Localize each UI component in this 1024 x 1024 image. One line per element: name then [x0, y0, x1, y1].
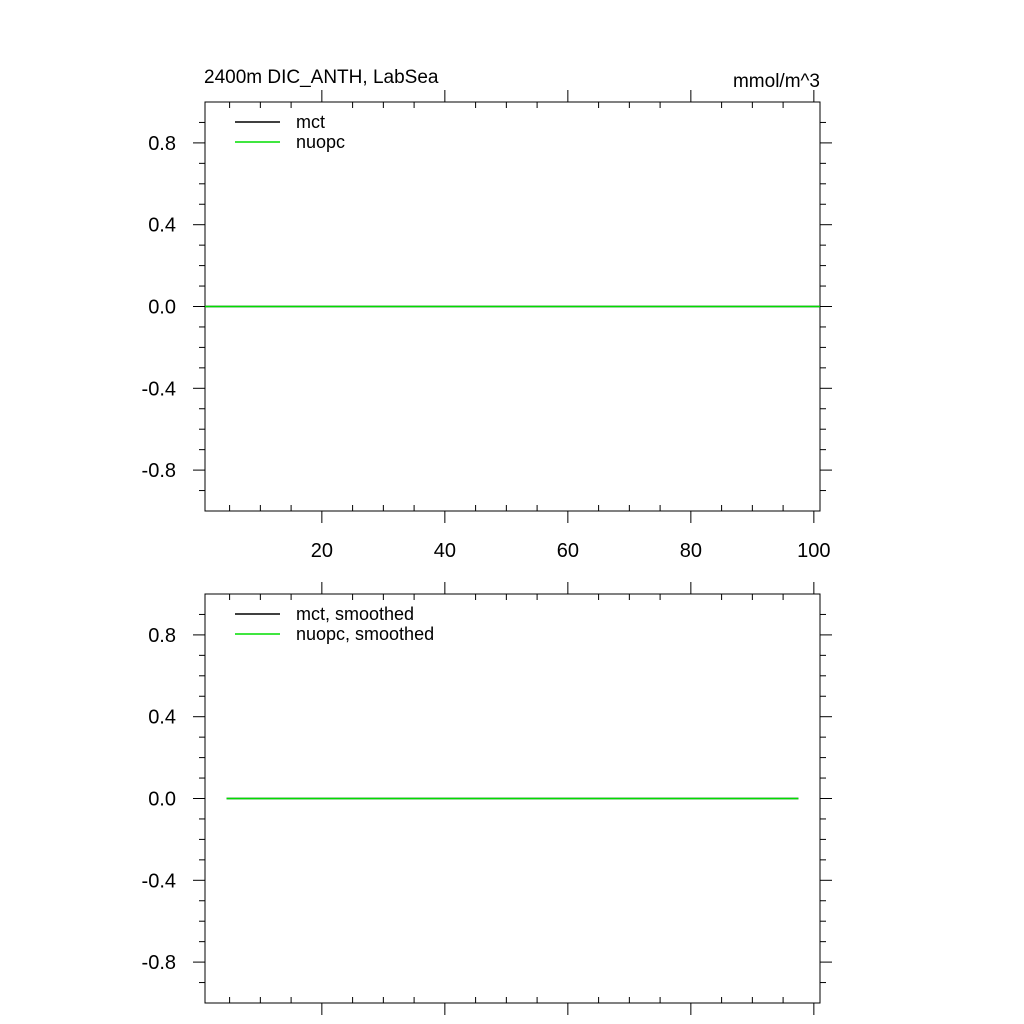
legend-label: nuopc, smoothed	[296, 624, 435, 644]
legend-label: mct, smoothed	[296, 604, 415, 624]
y-tick-label: 0.0	[148, 296, 176, 319]
y-tick-label: -0.8	[141, 460, 176, 483]
x-tick-label: 80	[679, 540, 702, 562]
x-tick-label: 60	[556, 540, 579, 562]
y-tick-label: -0.4	[141, 870, 176, 893]
x-tick-label: 40	[433, 540, 456, 562]
y-tick-label: 0.4	[148, 214, 176, 237]
chart-title: 2400m DIC_ANTH, LabSea	[204, 67, 439, 88]
y-tick-label: 0.0	[148, 788, 176, 811]
y-tick-label: -0.8	[141, 952, 176, 975]
y-tick-label: 0.8	[148, 132, 176, 155]
y-tick-label: -0.4	[141, 378, 176, 401]
top-panel	[142, 90, 832, 562]
legend-label: mct	[296, 112, 325, 132]
y-tick-label: 0.4	[148, 706, 176, 729]
chart-units: mmol/m^3	[732, 71, 820, 92]
x-tick-label: 100	[797, 540, 831, 562]
x-tick-label: 20	[310, 540, 333, 562]
legend-label: nuopc	[296, 132, 346, 152]
y-tick-label: 0.8	[148, 624, 176, 647]
bottom-panel	[142, 582, 832, 1015]
